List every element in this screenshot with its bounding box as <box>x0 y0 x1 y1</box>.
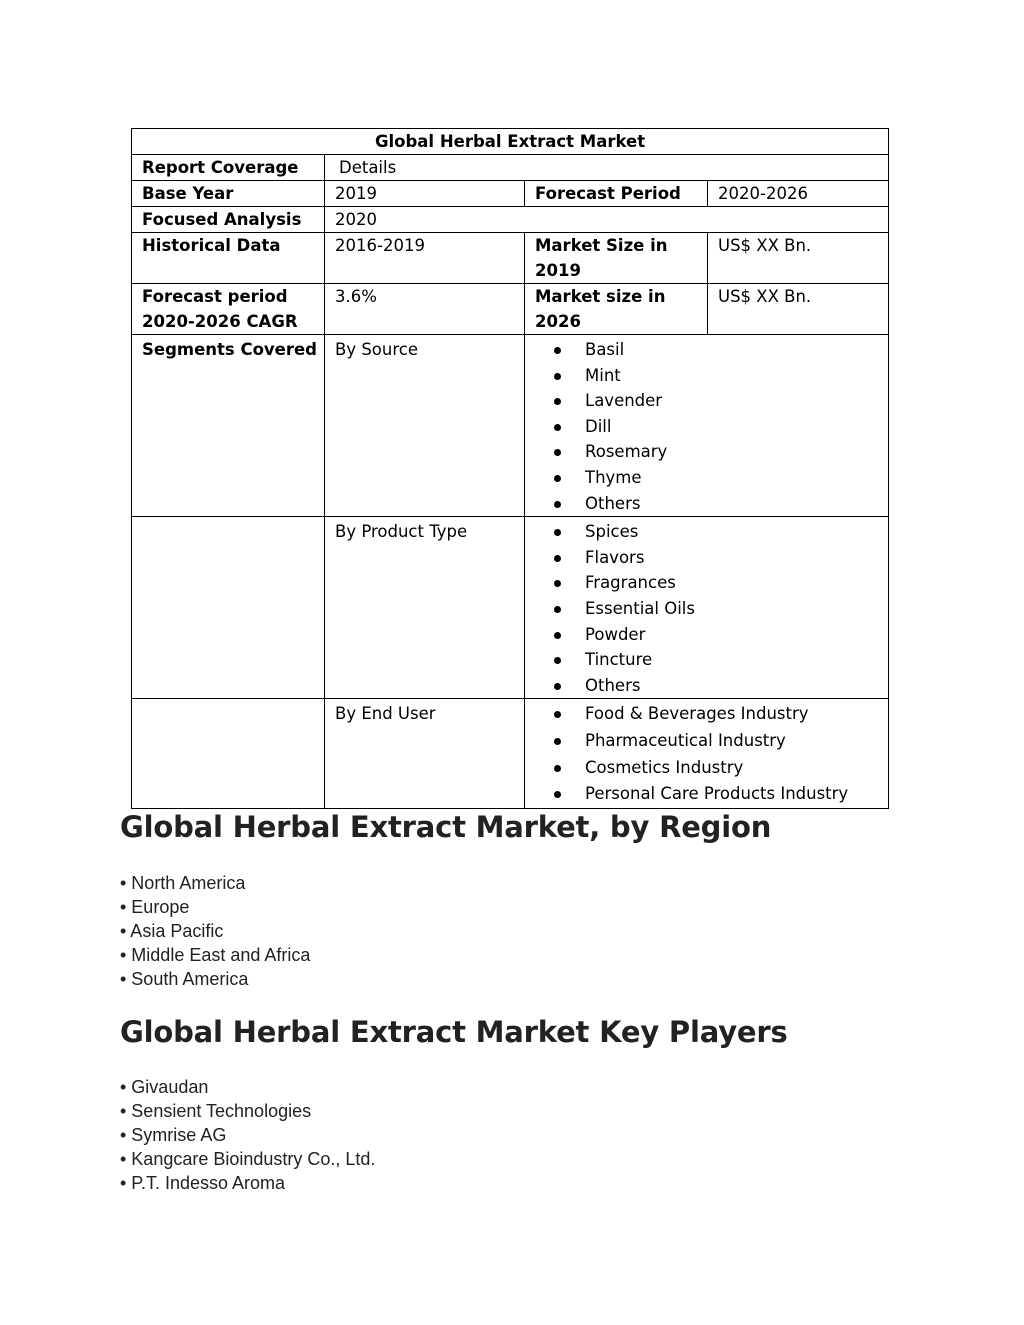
list-item: • North America <box>120 873 246 893</box>
list-item: • Sensient Technologies <box>120 1101 312 1121</box>
list-item: Essential Oils <box>525 596 888 622</box>
segment-items <box>525 335 889 517</box>
list-item: Others <box>525 673 888 699</box>
report-table <box>131 128 889 809</box>
list-item: • Middle East and Africa <box>120 945 311 965</box>
forecast-cagr-label <box>132 284 325 335</box>
market-size-2026-label: Market size in 2026 <box>525 284 708 335</box>
segment-list-end-user <box>525 701 888 807</box>
list-item: Fragrances <box>525 570 888 596</box>
segment-name: By End User <box>325 699 525 808</box>
key-players-list <box>120 1075 375 1195</box>
list-item: Pharmaceutical Industry <box>525 728 888 755</box>
list-item: • Europe <box>120 897 190 917</box>
empty-cell <box>132 517 325 699</box>
segment-items <box>525 517 889 699</box>
empty-cell <box>132 699 325 808</box>
report-coverage-label: Report Coverage <box>132 155 325 181</box>
base-year-value: 2019 <box>325 181 525 207</box>
segment-items <box>525 699 889 808</box>
forecast-period-label: Forecast Period <box>525 181 708 207</box>
focused-analysis-label: Focused Analysis <box>132 207 325 233</box>
market-size-2026-value: US$ XX Bn. <box>708 284 889 335</box>
forecast-cagr-value: 3.6% <box>325 284 525 335</box>
historical-data-label: Historical Data <box>132 233 325 284</box>
list-item: Tincture <box>525 647 888 673</box>
list-item: Dill <box>525 414 888 440</box>
list-item: • Symrise AG <box>120 1125 227 1145</box>
list-item: Basil <box>525 337 888 363</box>
market-size-2019-value: US$ XX Bn. <box>708 233 889 284</box>
segment-list-source <box>525 337 888 516</box>
base-year-label: Base Year <box>132 181 325 207</box>
region-list <box>120 871 310 991</box>
table-title: Global Herbal Extract Market <box>132 129 889 155</box>
list-item: • Givaudan <box>120 1077 209 1097</box>
segment-name: By Product Type <box>325 517 525 699</box>
key-players-heading: Global Herbal Extract Market Key Players <box>120 1015 788 1049</box>
segment-list-product-type <box>525 519 888 698</box>
list-item: Food & Beverages Industry <box>525 701 888 728</box>
list-item: Thyme <box>525 465 888 491</box>
historical-data-value: 2016-2019 <box>325 233 525 284</box>
list-item: • South America <box>120 969 249 989</box>
list-item: Powder <box>525 622 888 648</box>
list-item: • P.T. Indesso Aroma <box>120 1173 286 1193</box>
market-size-2019-label: Market Size in 2019 <box>525 233 708 284</box>
list-item: Others <box>525 491 888 517</box>
list-item: • Asia Pacific <box>120 921 224 941</box>
list-item: Spices <box>525 519 888 545</box>
segment-name: By Source <box>325 335 525 517</box>
segments-covered-label: Segments Covered <box>132 335 325 517</box>
list-item: Lavender <box>525 388 888 414</box>
list-item: Cosmetics Industry <box>525 755 888 782</box>
list-item: • Kangcare Bioindustry Co., Ltd. <box>120 1149 376 1169</box>
forecast-period-value: 2020-2026 <box>708 181 889 207</box>
list-item: Flavors <box>525 545 888 571</box>
forecast-cagr-label-line2: 2020-2026 CAGR <box>142 312 298 331</box>
details-label: Details <box>325 155 889 181</box>
list-item: Rosemary <box>525 439 888 465</box>
focused-analysis-value: 2020 <box>325 207 889 233</box>
list-item: Personal Care Products Industry <box>525 781 888 808</box>
list-item: Mint <box>525 363 888 389</box>
forecast-cagr-label-line1: Forecast period <box>142 287 288 306</box>
region-heading: Global Herbal Extract Market, by Region <box>120 810 772 844</box>
